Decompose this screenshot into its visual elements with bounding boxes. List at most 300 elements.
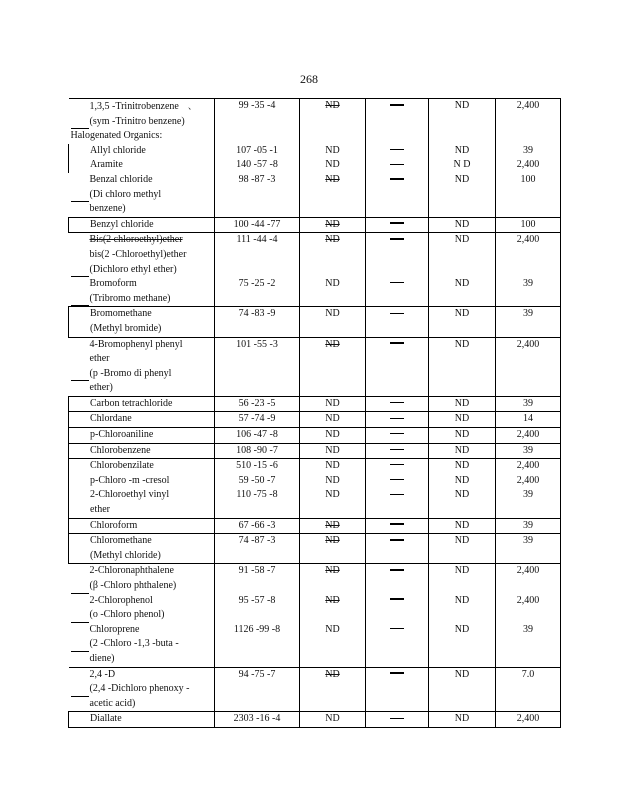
dash-cell (366, 623, 429, 667)
name-text: Chloroform (90, 519, 138, 531)
name-text: 2-Chlorophenol (89, 594, 153, 606)
wastewater-value-cell (300, 158, 366, 173)
underline-blank (71, 369, 89, 381)
em-dash-mark (390, 313, 404, 314)
dash-cell (366, 99, 429, 144)
dash-cell (366, 534, 429, 564)
name-text: 2-Chloronaphthalene (89, 565, 174, 577)
value-text: ND (325, 444, 340, 456)
cas-number-cell: 56 -23 -5 (215, 396, 300, 412)
value-text: ND (325, 278, 340, 290)
value-text: ND (325, 234, 340, 246)
nonwastewater-value-cell: ND (429, 412, 496, 428)
underline-blank (71, 582, 89, 594)
cas-number-cell: 510 -15 -6 (215, 459, 300, 474)
constituent-name-line (71, 129, 213, 144)
em-dash-mark (390, 342, 404, 344)
wastewater-value-cell (300, 337, 366, 396)
dash-cell (366, 474, 429, 489)
value-text: ND (325, 668, 340, 680)
cas-number-cell: 94 -75 -7 (215, 667, 300, 712)
underline-blank (71, 685, 89, 697)
dash-cell (366, 233, 429, 277)
name-text: benzene) (89, 203, 126, 215)
name-text: Halogenated Organics: (70, 130, 163, 142)
em-dash-mark (390, 449, 404, 450)
table-row (69, 233, 561, 277)
concentration-value-cell: 39 (496, 518, 561, 534)
constituent-name-cell (69, 667, 215, 712)
concentration-value-cell: 39 (496, 443, 561, 459)
constituent-name-line (71, 322, 212, 337)
cas-number-cell: 101 -55 -3 (215, 337, 300, 396)
name-text: Chlorobenzene (90, 444, 151, 456)
wastewater-value-cell (300, 474, 366, 489)
constituent-name-cell (69, 594, 215, 623)
dash-cell (366, 518, 429, 534)
constituent-name-line (71, 682, 213, 697)
constituent-name-cell (69, 158, 215, 173)
cas-number-cell: 107 -05 -1 (215, 144, 300, 159)
name-text: ether) (89, 382, 113, 394)
name-text: Aramite (90, 159, 123, 171)
name-text: bis(2 -Chloroethyl)ether (89, 248, 187, 260)
name-text: Bromoform (89, 278, 137, 290)
em-dash-mark (390, 433, 404, 434)
value-text: ND (325, 623, 340, 635)
constituent-name-line (71, 307, 212, 322)
cas-number-cell: 74 -87 -3 (215, 534, 300, 564)
concentration-value-cell: 2,400 (496, 474, 561, 489)
dash-cell (366, 443, 429, 459)
concentration-value-cell: 39 (496, 277, 561, 307)
em-dash-mark (390, 464, 404, 465)
name-text: ether (90, 504, 110, 516)
concentration-value-cell: 100 (496, 173, 561, 217)
cas-number-cell: 140 -57 -8 (215, 158, 300, 173)
value-text: ND (325, 519, 340, 531)
constituent-name-cell (69, 217, 215, 233)
constituent-name-line (71, 579, 213, 594)
table-row (69, 412, 561, 428)
name-text: (Tribromo methane) (89, 292, 171, 304)
constituent-name-line (71, 352, 213, 367)
nonwastewater-value-cell: ND (429, 667, 496, 712)
constituent-name-line (71, 623, 213, 638)
constituent-name-cell (69, 474, 215, 489)
value-text: ND (325, 308, 340, 320)
nonwastewater-value-cell: ND (429, 233, 496, 277)
underline-blank (71, 611, 89, 623)
cas-number-cell: 111 -44 -4 (215, 233, 300, 277)
nonwastewater-value-cell: ND (429, 428, 496, 444)
wastewater-value-cell (300, 233, 366, 277)
wastewater-value-cell (300, 443, 366, 459)
constituent-name-cell (69, 337, 215, 396)
name-text: 4-Bromophenyl phenyl (89, 338, 183, 350)
wastewater-value-cell (300, 428, 366, 444)
constituent-name-line (71, 697, 213, 712)
value-text: ND (325, 159, 340, 171)
concentration-value-cell: 2,400 (496, 594, 561, 623)
constituent-name-line (71, 158, 212, 173)
concentration-value-cell: 2,400 (496, 564, 561, 594)
name-text: Chlorobenzilate (90, 460, 154, 472)
em-dash-mark (390, 178, 404, 180)
value-text: ND (325, 489, 340, 501)
table-row (69, 518, 561, 534)
constituent-name-line (71, 338, 213, 353)
value-text: ND (325, 594, 340, 606)
dash-cell (366, 667, 429, 712)
concentration-value-cell: 39 (496, 144, 561, 159)
wastewater-value-cell (300, 307, 366, 337)
constituent-name-cell (69, 173, 215, 217)
cas-number-cell: 100 -44 -77 (215, 217, 300, 233)
dash-cell (366, 307, 429, 337)
constituent-name-line (71, 277, 213, 292)
cas-number-cell: 95 -57 -8 (215, 594, 300, 623)
table-row (69, 443, 561, 459)
table-row (69, 488, 561, 518)
em-dash-mark (390, 628, 404, 629)
constituent-name-line (71, 248, 213, 263)
constituent-name-cell (69, 518, 215, 534)
concentration-value-cell: 2,400 (496, 158, 561, 173)
concentration-value-cell: 100 (496, 217, 561, 233)
em-dash-mark (390, 523, 404, 525)
dash-cell (366, 459, 429, 474)
value-text: ND (325, 565, 340, 577)
wastewater-value-cell (300, 459, 366, 474)
name-text: 2-Chloroethyl vinyl (90, 489, 170, 501)
nonwastewater-value-cell: ND (429, 337, 496, 396)
cas-number-cell: 2303 -16 -4 (215, 712, 300, 728)
underline-blank (71, 294, 89, 306)
value-text: ND (325, 429, 340, 441)
value-text: ND (325, 413, 340, 425)
underline-blank (71, 640, 89, 652)
dash-cell (366, 428, 429, 444)
constituent-name-cell (69, 144, 215, 159)
table-row (69, 337, 561, 396)
table-row (69, 396, 561, 412)
em-dash-mark (390, 164, 404, 165)
concentration-value-cell: 2,400 (496, 233, 561, 277)
value-text: ND (325, 173, 340, 185)
name-text: (p -Bromo di phenyl (89, 367, 172, 379)
nonwastewater-value-cell: ND (429, 144, 496, 159)
nonwastewater-value-cell: ND (429, 459, 496, 474)
name-text: Chlordane (90, 413, 132, 425)
page-number: 268 (300, 72, 318, 86)
wastewater-value-cell (300, 594, 366, 623)
constituent-name-cell (69, 307, 215, 337)
name-text: (Dichloro ethyl ether) (89, 263, 177, 275)
value-text: ND (325, 100, 340, 111)
name-text: Diallate (90, 713, 122, 725)
nonwastewater-value-cell: ND (429, 277, 496, 307)
dash-cell (366, 277, 429, 307)
table-row (69, 534, 561, 564)
constituent-name-line (71, 412, 212, 427)
nonwastewater-value-cell: ND (429, 443, 496, 459)
value-text: ND (325, 338, 340, 350)
em-dash-mark (390, 282, 404, 283)
table-row (69, 217, 561, 233)
table-row (69, 307, 561, 337)
wastewater-value-cell (300, 667, 366, 712)
value-text: ND (325, 397, 340, 409)
constituent-name-line (71, 488, 212, 503)
em-dash-mark (390, 718, 404, 719)
table-row (69, 158, 561, 173)
nonwastewater-value-cell: ND (429, 217, 496, 233)
constituent-name-cell (69, 534, 215, 564)
dash-cell (366, 412, 429, 428)
dash-cell (366, 712, 429, 728)
concentration-value-cell: 39 (496, 396, 561, 412)
cas-number-cell: 67 -66 -3 (215, 518, 300, 534)
constituent-name-line (71, 233, 213, 248)
cas-number-cell: 57 -74 -9 (215, 412, 300, 428)
constituent-name-cell (69, 233, 215, 277)
em-dash-mark (390, 149, 404, 150)
wastewater-value-cell (300, 564, 366, 594)
nonwastewater-value-cell: ND (429, 396, 496, 412)
name-text: Benzal chloride (89, 173, 153, 185)
table-row (69, 712, 561, 728)
table-row (69, 99, 561, 144)
dash-cell (366, 173, 429, 217)
wastewater-value-cell (300, 412, 366, 428)
em-dash-mark (390, 539, 404, 541)
table-row (69, 144, 561, 159)
value-text: ND (325, 460, 340, 472)
constituent-name-line (71, 428, 212, 443)
em-dash-mark (390, 598, 404, 600)
constituent-name-line (71, 188, 213, 203)
name-text: (β -Chloro phthalene) (89, 580, 177, 591)
em-dash-mark (390, 672, 404, 674)
dash-cell (366, 488, 429, 518)
concentration-value-cell: 2,400 (496, 459, 561, 474)
em-dash-mark (390, 569, 404, 571)
cas-number-cell: 110 -75 -8 (215, 488, 300, 518)
value-text: ND (325, 144, 340, 156)
name-text: diene) (89, 652, 115, 664)
nonwastewater-value-cell: N D (429, 158, 496, 173)
nonwastewater-value-cell: ND (429, 307, 496, 337)
wastewater-value-cell (300, 144, 366, 159)
concentration-value-cell: 39 (496, 623, 561, 667)
constituent-name-line (71, 712, 212, 727)
name-text: Chloromethane (90, 535, 152, 547)
concentration-value-cell: 2,400 (496, 712, 561, 728)
wastewater-value-cell (300, 518, 366, 534)
constituent-name-line (71, 202, 213, 217)
constituent-name-line (71, 173, 213, 188)
table-row (69, 667, 561, 712)
name-text: Bromomethane (90, 308, 152, 320)
name-text: 1,3,5 -Trinitrobenzene (89, 101, 179, 112)
wastewater-value-cell (300, 396, 366, 412)
constituent-name-cell (69, 712, 215, 728)
cas-number-cell: 108 -90 -7 (215, 443, 300, 459)
dash-cell (366, 144, 429, 159)
nonwastewater-value-cell: ND (429, 564, 496, 594)
constituent-name-line (71, 549, 212, 564)
constituent-name-cell (69, 564, 215, 594)
constituent-name-cell (69, 277, 215, 307)
constituent-name-line (71, 534, 212, 549)
value-text: ND (325, 713, 340, 725)
table-row (69, 594, 561, 623)
concentration-value-cell: 2,400 (496, 428, 561, 444)
constituent-name-line (71, 519, 212, 534)
constituent-table (68, 98, 561, 728)
constituent-name-line (71, 668, 213, 683)
value-text: ND (325, 474, 340, 486)
dash-cell (366, 594, 429, 623)
name-text: Allyl chloride (90, 144, 146, 156)
cas-number-cell: 75 -25 -2 (215, 277, 300, 307)
name-text: Bis(2 chloroethyl)ether (89, 234, 183, 246)
dash-cell (366, 217, 429, 233)
cas-number-cell: 91 -58 -7 (215, 564, 300, 594)
concentration-value-cell: 2,400 (496, 337, 561, 396)
constituent-name-line (71, 503, 212, 518)
wastewater-value-cell (300, 623, 366, 667)
constituent-name-line (71, 263, 213, 278)
constituent-name-cell (69, 459, 215, 474)
name-text: ether (89, 353, 110, 365)
cas-number-cell: 106 -47 -8 (215, 428, 300, 444)
concentration-value-cell: 39 (496, 307, 561, 337)
constituent-name-line (71, 381, 213, 396)
em-dash-mark (390, 104, 404, 106)
em-dash-mark (390, 479, 404, 480)
cas-number-cell: 1126 -99 -8 (215, 623, 300, 667)
name-text: acetic acid) (89, 697, 136, 709)
name-text: (2 -Chloro -1,3 -buta - (89, 638, 179, 650)
name-text: p-Chloro -m -cresol (90, 474, 170, 486)
em-dash-mark (390, 494, 404, 495)
table-row (69, 564, 561, 594)
name-text: (Methyl chloride) (90, 549, 161, 561)
wastewater-value-cell (300, 488, 366, 518)
nonwastewater-value-cell: ND (429, 534, 496, 564)
concentration-value-cell: 39 (496, 534, 561, 564)
cas-number-cell: 99 -35 -4 (215, 99, 300, 144)
constituent-name-line (71, 115, 213, 130)
constituent-name-line (71, 637, 213, 652)
constituent-name-cell (69, 488, 215, 518)
dash-cell (366, 158, 429, 173)
name-text: Benzyl chloride (90, 218, 154, 230)
concentration-value-cell: 7.0 (496, 667, 561, 712)
wastewater-value-cell (300, 534, 366, 564)
nonwastewater-value-cell: ND (429, 488, 496, 518)
name-text: (o -Chloro phenol) (89, 609, 165, 621)
em-dash-mark (390, 402, 404, 403)
value-text: ND (325, 535, 340, 547)
concentration-value-cell: 39 (496, 488, 561, 518)
underline-blank (71, 190, 89, 202)
constituent-name-cell (69, 396, 215, 412)
cas-number-cell: 59 -50 -7 (215, 474, 300, 489)
nonwastewater-value-cell: ND (429, 594, 496, 623)
constituent-name-cell (69, 443, 215, 459)
nonwastewater-value-cell: ND (429, 99, 496, 144)
constituent-name-line (71, 444, 212, 459)
name-text: Chloroprene (89, 623, 140, 635)
dash-cell (366, 564, 429, 594)
name-text: 2,4 -D (89, 668, 116, 680)
nonwastewater-value-cell: ND (429, 474, 496, 489)
constituent-name-line (71, 367, 213, 382)
table-row (69, 459, 561, 474)
constituent-name-cell (69, 623, 215, 667)
name-text: (sym -Trinitro benzene) (89, 115, 185, 127)
constituent-name-line (71, 594, 213, 609)
constituent-name-line (71, 144, 212, 159)
table-row (69, 173, 561, 217)
table-row (69, 277, 561, 307)
cas-number-cell: 74 -83 -9 (215, 307, 300, 337)
em-dash-mark (390, 222, 404, 224)
constituent-name-line (71, 292, 213, 307)
value-text: ND (325, 218, 340, 230)
table-body (69, 99, 561, 728)
nonwastewater-value-cell: ND (429, 518, 496, 534)
wastewater-value-cell (300, 173, 366, 217)
table-row (69, 428, 561, 444)
cas-number-cell: 98 -87 -3 (215, 173, 300, 217)
constituent-name-line (71, 99, 213, 115)
constituent-name-cell (69, 428, 215, 444)
table-row (69, 623, 561, 667)
underline-blank (71, 117, 89, 129)
mark-glyph: 、 (187, 101, 197, 111)
name-text: (Methyl bromide) (90, 322, 162, 334)
concentration-value-cell: 2,400 (496, 99, 561, 144)
em-dash-mark (390, 418, 404, 419)
underline-blank (71, 265, 89, 277)
table-row (69, 474, 561, 489)
concentration-value-cell: 14 (496, 412, 561, 428)
wastewater-value-cell (300, 277, 366, 307)
constituent-name-line (71, 652, 213, 667)
constituent-name-line (71, 474, 212, 489)
name-text: (2,4 -Dichloro phenoxy - (89, 683, 190, 695)
constituent-name-line (71, 459, 212, 474)
constituent-name-line (71, 218, 212, 233)
wastewater-value-cell (300, 712, 366, 728)
name-text: p-Chloroaniline (90, 429, 154, 441)
constituent-name-line (71, 564, 213, 579)
constituent-name-line (71, 608, 213, 623)
nonwastewater-value-cell: ND (429, 623, 496, 667)
nonwastewater-value-cell: ND (429, 173, 496, 217)
constituent-name-cell (69, 412, 215, 428)
nonwastewater-value-cell: ND (429, 712, 496, 728)
wastewater-value-cell (300, 217, 366, 233)
dash-cell (366, 337, 429, 396)
constituent-name-cell (69, 99, 215, 144)
em-dash-mark (390, 238, 404, 240)
constituent-name-line (71, 397, 212, 412)
